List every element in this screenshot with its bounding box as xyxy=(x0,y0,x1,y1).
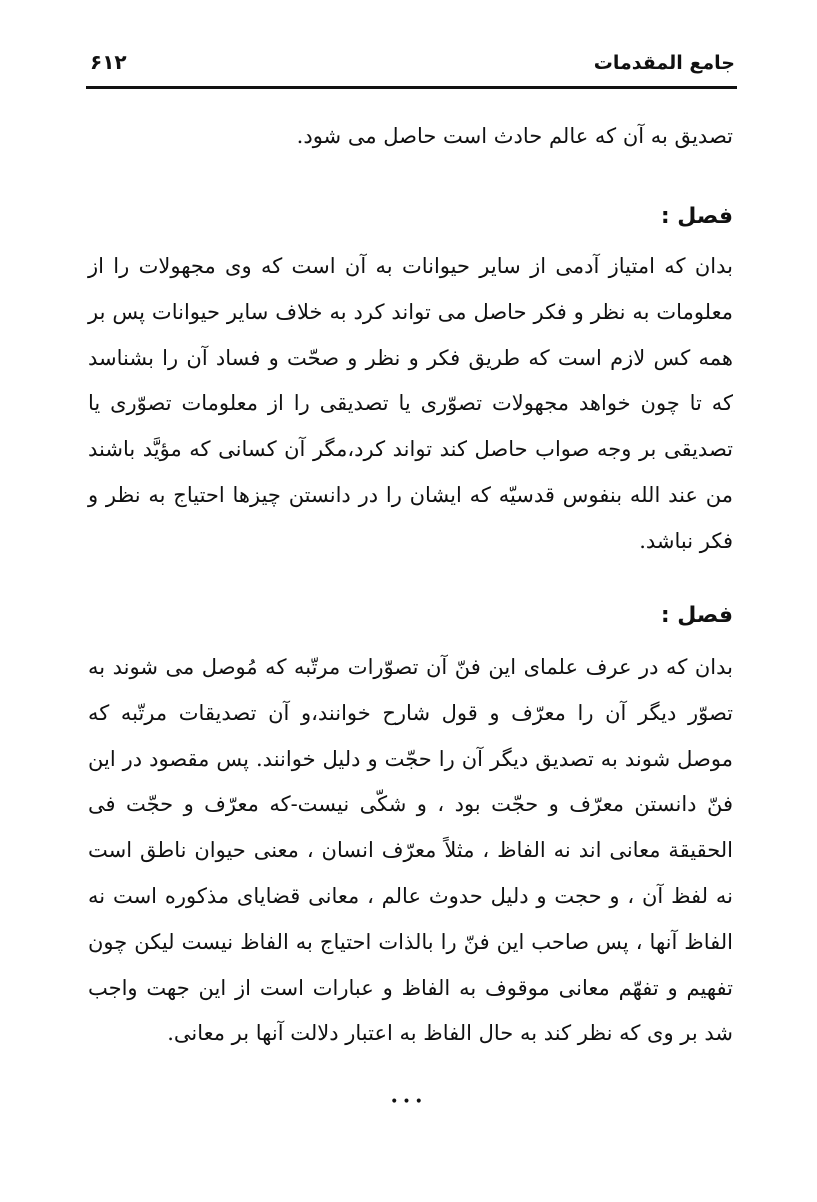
intro-text: تصدیق به آن که عالم حادث است حاصل می شود. xyxy=(296,124,733,148)
section-2-heading: فصل : xyxy=(660,603,733,628)
section-1-text: بدان که امتیاز آدمی از سایر حیوانات به آن است که وی مجهولات را از معلومات به نظر و فکر حاصل می تواند کرد به خلاف سایر حیوانات پس بر همه کس لازم است که طریق فکر و نظر و صحّت و فساد آن را بشناسد که تا چون خواهد مجهولات تصوّری یا تصدیقی را از معلومات تصوّری یا تصدیقی بر وجه صواب حاصل کند تواند کرد،مگر آن کسانی که مؤیَّد باشند من عند الله بنفوس قدسیّه که ایشان را در دانستن چیزها احتیاج به نظر و فکر نباشد. xyxy=(88,254,733,553)
section-1-heading: فصل : xyxy=(660,204,733,229)
page-number: ۶۱۲ xyxy=(90,50,127,74)
intro-paragraph xyxy=(88,114,733,160)
section-2-text: بدان که در عرف علمای این فنّ آن تصوّرات مرتّبه که مُوصل می شوند به تصوّر دیگر آن را معرّف و قول شارح خوانند،و آن تصدیقات مرتّبه که موصل شوند به تصدیق دیگر آن را حجّت و دلیل خوانند. پس مقصود در این فنّ دانستن معرّف و حجّت بود ، و شکّی نیست-که معرّف و حجّت فی الحقیقة معانی اند نه الفاظ ، مثلاً معرّف انسان ، معنی حیوان ناطق است نه لفظ آن ، و حجت و دلیل حدوث عالم ، معانی قضایای مذکوره است نه الفاظ آنها ، پس صاحب این فنّ را بالذات احتیاج به الفاظ نیست لیکن چون تفهیم و تفهّم معانی موقوف به الفاظ و عبارات است از این جهت واجب شد بر وی که نظر کند به حال الفاظ به اعتبار دلالت آنها بر معانی. xyxy=(88,655,733,1046)
page-header xyxy=(88,48,735,88)
end-ornament: ••• xyxy=(390,1094,427,1110)
header-rule xyxy=(86,86,737,89)
section-2-paragraph xyxy=(88,645,733,1057)
section-1-paragraph xyxy=(88,244,733,565)
running-title: جامع المقدمات xyxy=(593,52,735,74)
